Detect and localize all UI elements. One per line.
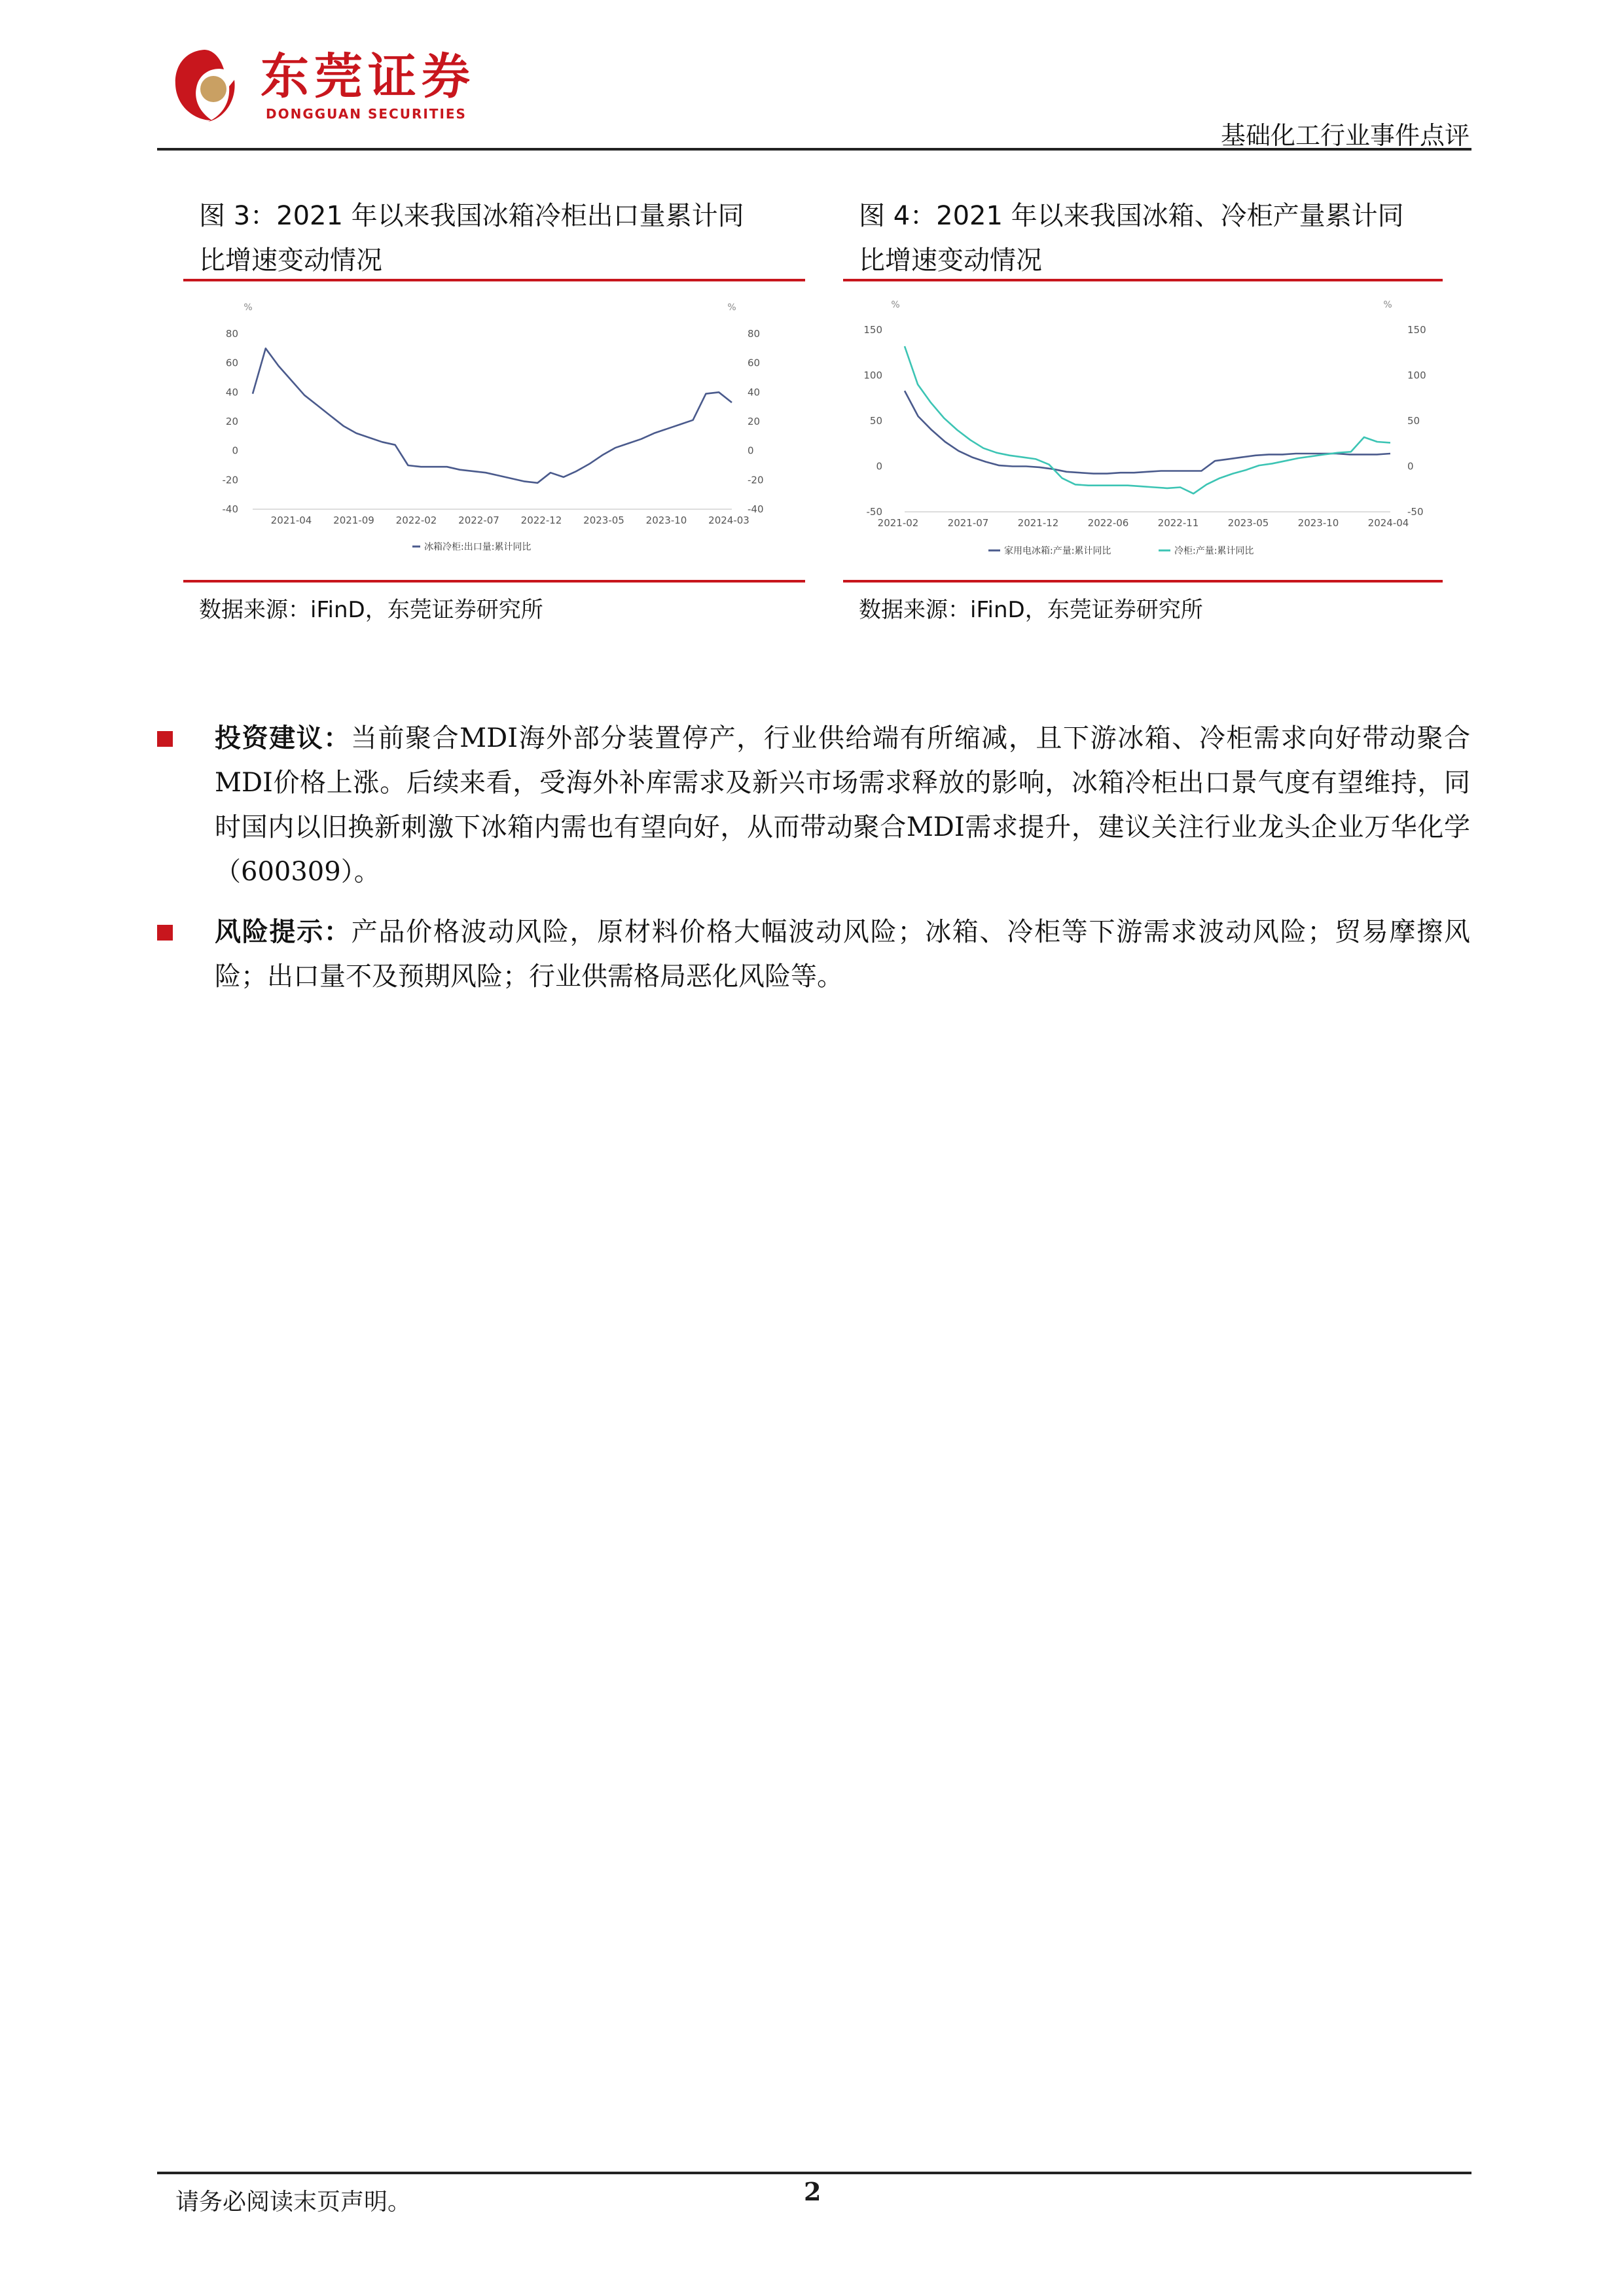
c2-ytick-left-3: 0	[876, 460, 882, 473]
footer-divider	[157, 2172, 1471, 2174]
c1-ytick-right-3: 20	[748, 416, 761, 427]
c1-ytick-left-3: 20	[225, 416, 238, 427]
c2-series-line-0	[905, 391, 1390, 474]
c1-xtick-0: 2021-04	[270, 514, 312, 526]
chart1-unit-right: %	[727, 302, 736, 313]
c2-ytick-left-4: -50	[866, 506, 882, 518]
chart1-legend-label: 冰箱冷柜:出口量:累计同比	[424, 542, 532, 552]
c1-xtick-5: 2023-05	[583, 514, 624, 526]
c1-xtick-3: 2022-07	[458, 514, 499, 526]
c2-xtick-5: 2023-05	[1227, 517, 1269, 529]
c1-ytick-right-1: 60	[748, 357, 761, 369]
figure-4-top-rule	[843, 279, 1443, 281]
c2-ytick-right-2: 50	[1407, 415, 1420, 427]
c2-xtick-4: 2022-11	[1157, 517, 1199, 529]
figure-3-title	[199, 194, 808, 283]
c2-xtick-7: 2024-04	[1367, 517, 1409, 529]
c1-ytick-left-2: 40	[225, 386, 238, 399]
chart2-unit-left: %	[891, 300, 900, 310]
figure-3-bottom-rule	[183, 580, 805, 583]
c1-xtick-1: 2021-09	[333, 514, 374, 526]
c1-xtick-7: 2024-03	[708, 514, 749, 526]
brand-name-en: DONGGUAN SECURITIES	[266, 106, 467, 122]
investment-advice-paragraph	[215, 716, 1470, 894]
risk-warning-title: 风险提示：	[215, 917, 352, 947]
c2-ytick-right-4: -50	[1407, 506, 1424, 518]
c2-ytick-left-1: 100	[863, 369, 882, 382]
c1-ytick-right-5: -20	[748, 474, 764, 486]
chart2-legend-label-1: 家用电冰箱:产量:累计同比	[1004, 546, 1111, 556]
c1-ytick-left-4: 0	[232, 444, 238, 457]
disclaimer-note: 请务必阅读末页声明。	[175, 2189, 412, 2215]
chart1-unit-left: %	[244, 302, 253, 313]
brand-name-cn: 东莞证券	[261, 48, 475, 105]
figure-4-chart	[843, 288, 1443, 569]
figure-3-top-rule	[183, 279, 805, 281]
figure-4-title-line2: 比增速变动情况	[859, 245, 1042, 276]
c2-xtick-2: 2021-12	[1017, 517, 1059, 529]
risk-warning-text: 产品价格波动风险，原材料价格大幅波动风险；冰箱、冷柜等下游需求波动风险；贸易摩擦风险；出口量不及预期风险；行业供需格局恶化风险等。	[215, 917, 1471, 992]
figure-3-title-line1: 图 3：2021 年以来我国冰箱冷柜出口量累计同	[199, 201, 744, 231]
c1-ytick-left-0: 80	[225, 328, 238, 340]
investment-advice-text: 当前聚合MDI海外部分装置停产，行业供给端有所缩减，且下游冰箱、冷柜需求向好带动聚合MDI价格上涨。后续来看，受海外补库需求及新兴市场需求释放的影响，冰箱冷柜出口景气度有望维持，同时国内以旧换新刺激下冰箱内需也有望向好，从而带动聚合MDI需求提升，建议关注行业龙头企业万华化学（600309）。	[215, 723, 1471, 887]
investment-advice-title: 投资建议：	[215, 723, 351, 753]
c1-ytick-right-6: -40	[748, 503, 764, 515]
c1-ytick-right-0: 80	[748, 328, 761, 340]
figure-4-title-line1: 图 4：2021 年以来我国冰箱、冷柜产量累计同	[859, 201, 1404, 231]
c1-ytick-left-6: -40	[222, 503, 238, 515]
header-divider	[157, 148, 1471, 151]
figure-4-bottom-rule	[843, 580, 1443, 583]
c2-ytick-right-1: 100	[1407, 369, 1426, 382]
c2-ytick-right-0: 150	[1407, 324, 1426, 336]
document-type: 基础化工行业事件点评	[1220, 121, 1470, 150]
c1-ytick-right-4: 0	[748, 444, 754, 457]
page-number: 2	[804, 2177, 821, 2206]
figure-4-title	[859, 194, 1468, 283]
figure-3-title-line2: 比增速变动情况	[199, 245, 382, 276]
c2-xtick-6: 2023-10	[1297, 517, 1339, 529]
company-logo	[171, 47, 237, 124]
risk-warning-paragraph	[215, 910, 1470, 999]
c1-xtick-6: 2023-10	[645, 514, 687, 526]
chart2-legend-label-2: 冷柜:产量:累计同比	[1174, 546, 1254, 556]
c1-xtick-2: 2022-02	[395, 514, 437, 526]
c1-ytick-left-1: 60	[225, 357, 238, 369]
c2-xtick-1: 2021-07	[947, 517, 989, 529]
c1-ytick-left-5: -20	[222, 474, 238, 486]
chart2-unit-right: %	[1383, 300, 1392, 310]
c2-ytick-left-2: 50	[869, 415, 882, 427]
c1-xtick-4: 2022-12	[520, 514, 562, 526]
bullet-marker	[157, 925, 173, 941]
c2-xtick-3: 2022-06	[1087, 517, 1129, 529]
bullet-marker	[157, 731, 173, 747]
c1-ytick-right-2: 40	[748, 386, 761, 399]
c2-ytick-right-3: 0	[1407, 460, 1414, 473]
figure-3-chart	[183, 288, 805, 569]
c2-ytick-left-0: 150	[863, 324, 882, 336]
figure-3-source: 数据来源：iFinD，东莞证券研究所	[199, 597, 543, 623]
c2-xtick-0: 2021-02	[877, 517, 919, 529]
c1-series-line-0	[253, 348, 732, 483]
figure-4-source: 数据来源：iFinD，东莞证券研究所	[859, 597, 1203, 623]
